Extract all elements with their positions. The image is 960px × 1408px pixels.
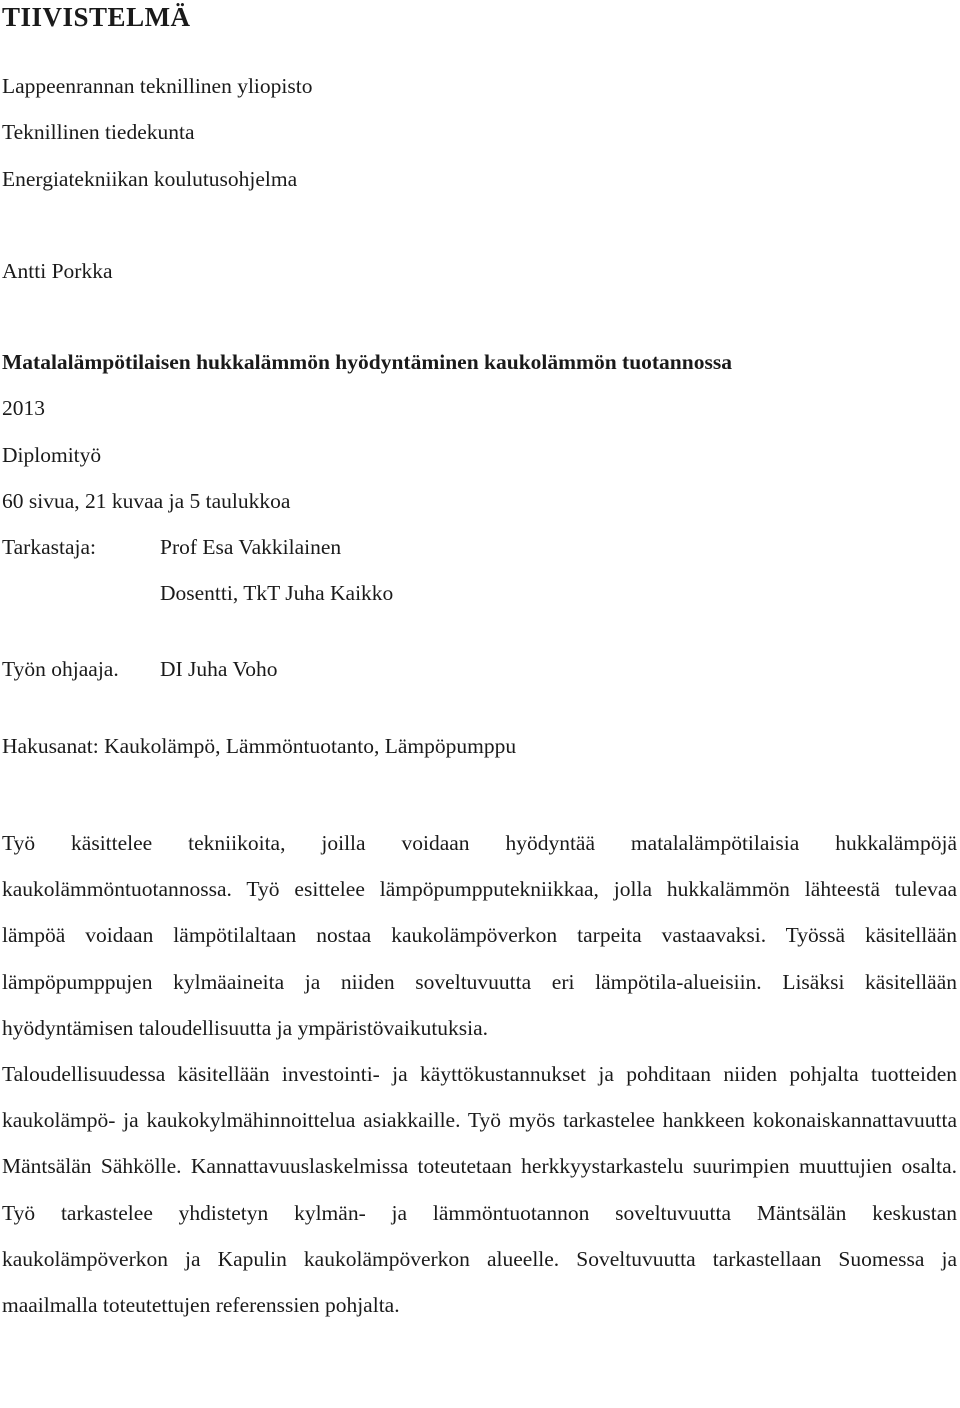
university-name: Lappeenrannan teknillinen yliopisto <box>2 74 313 98</box>
examiner-2: Dosentti, TkT Juha Kaikko <box>160 581 394 605</box>
supervisor-label: Työn ohjaaja. <box>2 657 119 681</box>
abstract-paragraph-1: Työ käsittelee tekniikoita, joilla voidaan hyödyntää matalalämpötilaisia hukkalämpöjä kaukolämmöntuotannossa. Työ esittelee lämpöpumpputekniikkaa, jolla hukkalämmön lähteestä tulevaa lämpöä voidaan lämpötilaltaan nostaa kaukolämpöverkon tarpeita vastaavaksi. Työssä käsitellään lämpöpumppujen kylmäaineita ja niiden soveltuvuutta eri lämpötila-alueisiin. Lisäksi käsitellään hyödyntämisen taloudellisuutta ja ympäristövaikutuksia. <box>2 831 957 1040</box>
examiner-1: Prof Esa Vakkilainen <box>160 535 342 559</box>
examiners-label: Tarkastaja: <box>2 535 96 559</box>
author-name: Antti Porkka <box>2 259 113 283</box>
abstract-body <box>2 820 957 1328</box>
thesis-year: 2013 <box>2 396 45 420</box>
faculty-name: Teknillinen tiedekunta <box>2 120 195 144</box>
keywords: Hakusanat: Kaukolämpö, Lämmöntuotanto, Lämpöpumppu <box>2 734 517 758</box>
page-heading: TIIVISTELMÄ <box>2 2 191 32</box>
supervisor-name: DI Juha Voho <box>160 657 278 681</box>
thesis-title: Matalalämpötilaisen hukkalämmön hyödyntäminen kaukolämmön tuotannossa <box>2 350 732 374</box>
abstract-paragraph-2: Taloudellisuudessa käsitellään investointi- ja käyttökustannukset ja pohditaan niiden pohjalta tuotteiden kaukolämpö- ja kaukokylmähinnoittelua asiakkaille. Työ myös tarkastelee hankkeen kokonaiskannattavuutta Mäntsälän Sähkölle. Kannattavuuslaskelmissa toteutetaan herkkyystarkastelu suurimpien muuttujien osalta. Työ tarkastelee yhdistetyn kylmän- ja lämmöntuotannon soveltuvuutta Mäntsälän keskustan kaukolämpöverkon ja Kapulin kaukolämpöverkon alueelle. Soveltuvuutta tarkastellaan Suomessa ja maailmalla toteutettujen referenssien pohjalta. <box>2 1062 957 1318</box>
thesis-type: Diplomityö <box>2 443 102 467</box>
thesis-extent: 60 sivua, 21 kuvaa ja 5 taulukkoa <box>2 489 291 513</box>
programme-name: Energiatekniikan koulutusohjelma <box>2 167 298 191</box>
